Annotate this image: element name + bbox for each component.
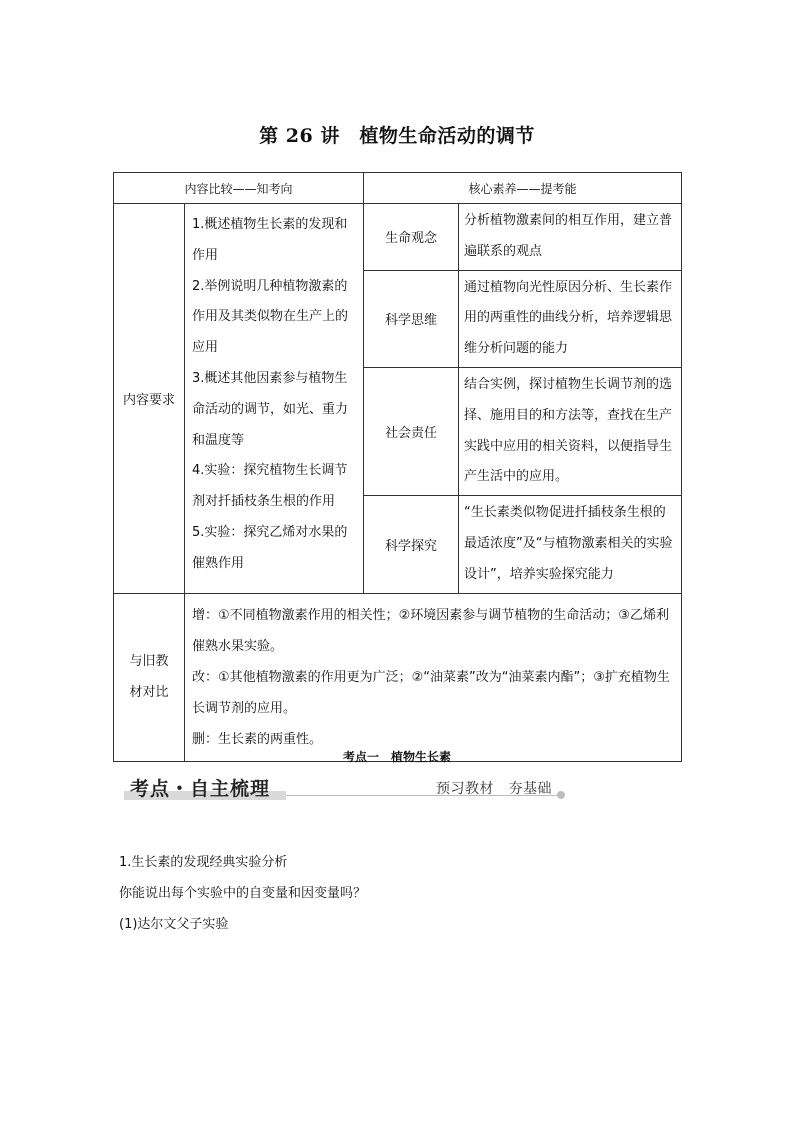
content-table <box>113 172 682 762</box>
requirement-item: 2.举例说明几种植物激素的作用及其类似物在生产上的应用 <box>192 278 349 356</box>
content-requirements-label: 内容要求 <box>114 204 185 594</box>
header-content-comparison: 内容比较——知考向 <box>114 173 364 204</box>
comparison-item-change: 改：①其他植物激素的作用更为广泛；②“油菜素”改为“油菜素内酯”；③扩充植物生长调节剂的应用。 <box>192 669 670 716</box>
requirement-item: 5.实验：探究乙烯对水果的催熟作用 <box>192 524 348 571</box>
literacy-label: 社会责任 <box>364 367 459 495</box>
banner-title: 考点・自主梳理 <box>130 778 271 800</box>
requirement-item: 4.实验：探究植物生长调节剂对扦插枝条生根的作用 <box>192 463 348 510</box>
requirement-item: 1.概述植物生长素的发现和作用 <box>192 217 348 263</box>
literacy-label: 生命观念 <box>364 204 459 271</box>
literacy-description: “生长素类似物促进扦插枝条生根的最适浓度”及“与植物激素相关的实验设计”，培养实验探究能力 <box>459 496 682 593</box>
old-textbook-comparison-label: 与旧教材对比 <box>114 593 185 761</box>
paragraph-question: 你能说出每个实验中的自变量和因变量吗？ <box>119 886 367 901</box>
section-banner <box>124 774 570 804</box>
literacy-description: 分析植物激素间的相互作用，建立普遍联系的观点 <box>459 204 682 271</box>
paragraph-heading: 1.生长素的发现经典实验分析 <box>119 855 288 870</box>
literacy-label: 科学思维 <box>364 270 459 367</box>
requirement-item: 3.概述其他因素参与植物生命活动的调节，如光、重力和温度等 <box>192 370 349 448</box>
literacy-description: 结合实例，探讨植物生长调节剂的选择、施用目的和方法等，查找在生产实践中应用的相关资料，以便指导生产生活中的应用。 <box>459 367 682 495</box>
literacy-description: 通过植物向光性原因分析、生长素作用的两重性的曲线分析，培养逻辑思维分析问题的能力 <box>459 270 682 367</box>
header-core-literacy: 核心素养——提考能 <box>364 173 682 204</box>
literacy-label: 科学探究 <box>364 496 459 593</box>
comparison-item-add: 增：①不同植物激素作用的相关性；②环境因素参与调节植物的生命活动；③乙烯利催熟水果实验。 <box>192 607 669 654</box>
old-textbook-comparison-content <box>185 593 682 761</box>
paragraph-subheading: (1)达尔文父子实验 <box>119 917 229 932</box>
section-title: 考点一 植物生长素 <box>342 750 451 764</box>
lesson-title: 第 26 讲 植物生命活动的调节 <box>259 125 535 147</box>
content-requirements-list <box>185 204 364 594</box>
banner-subtitle: 预习教材 夯基础 <box>436 781 552 797</box>
banner-dot <box>557 791 565 799</box>
comparison-item-delete: 删：生长素的两重性。 <box>192 731 323 747</box>
